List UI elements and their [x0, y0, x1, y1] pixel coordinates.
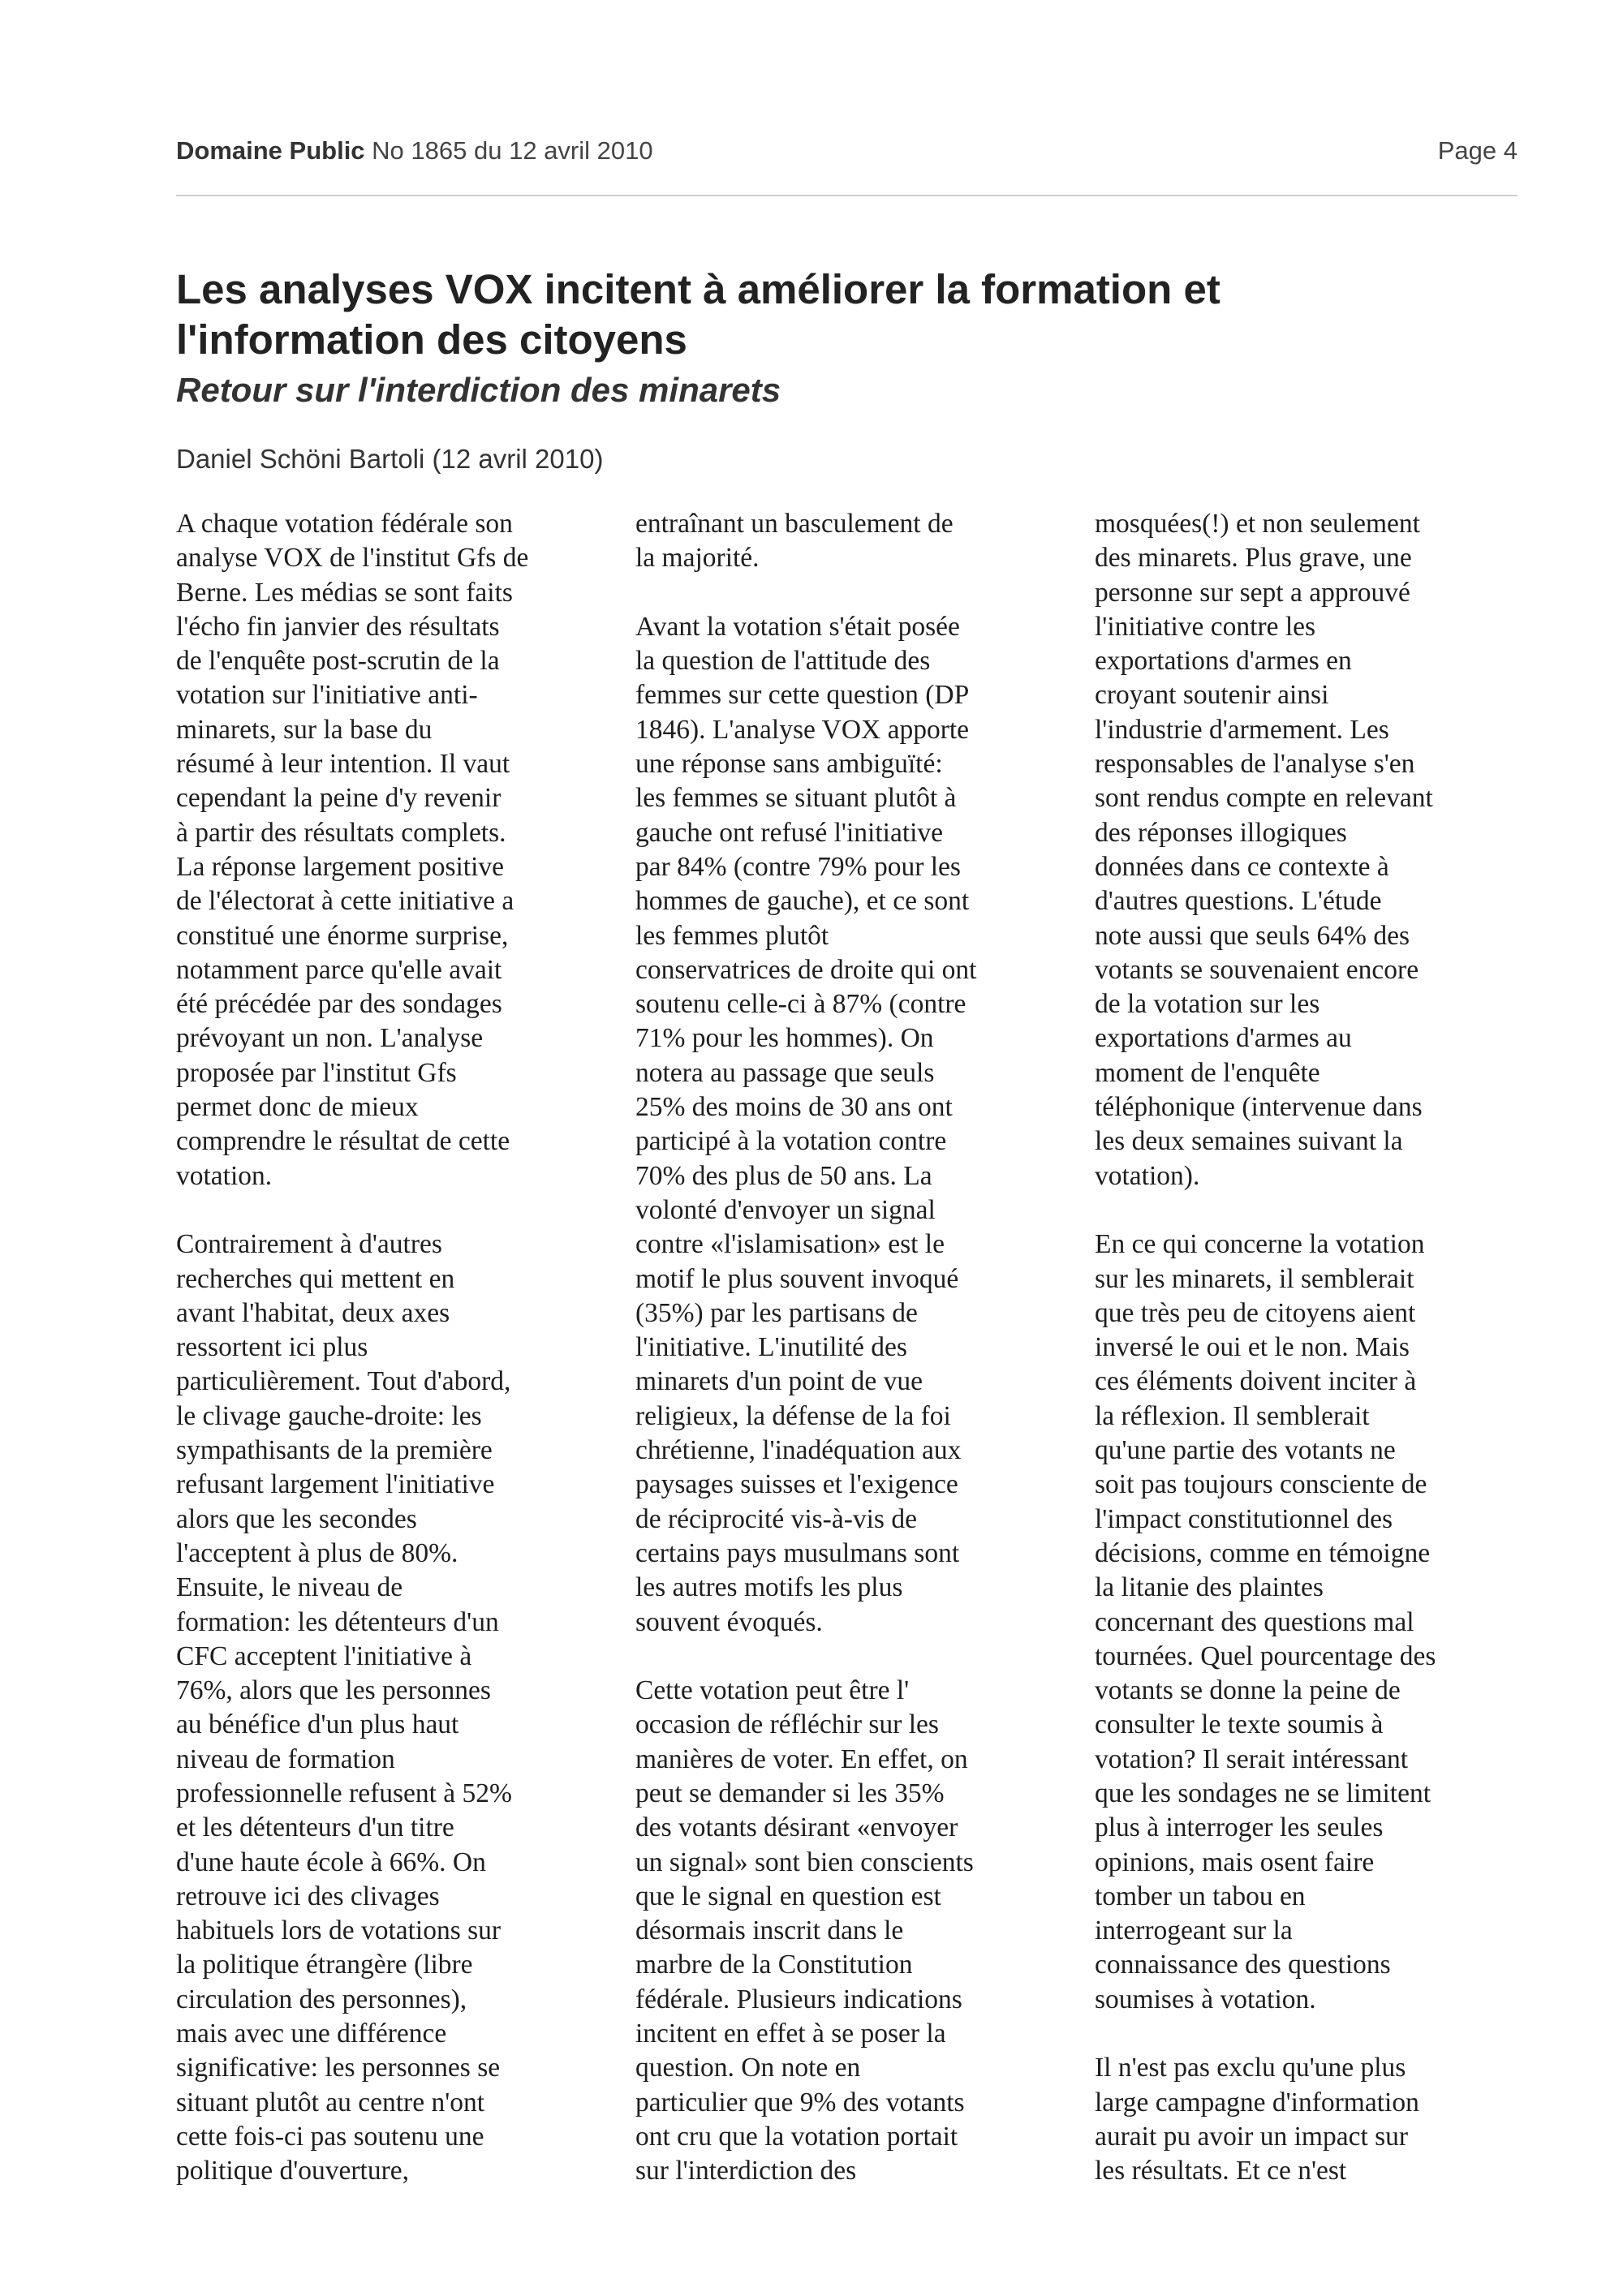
page-number: Page 4: [1437, 136, 1518, 165]
issue-info: No 1865 du 12 avril 2010: [372, 136, 653, 165]
text-line: qu'une partie des votants ne: [1095, 1435, 1396, 1466]
text-line: paysages suisses et l'exigence: [635, 1469, 958, 1500]
text-line: professionnelle refusent à 52%: [176, 1778, 512, 1808]
text-line: notera au passage que seuls: [635, 1057, 935, 1088]
text-line: tomber un tabou en: [1095, 1881, 1306, 1911]
text-line: votants se souvenaient encore: [1095, 954, 1419, 985]
text-line: données dans ce contexte à: [1095, 851, 1389, 882]
paragraph: [635, 610, 1074, 1640]
paragraph: [635, 507, 1074, 576]
text-line: au bénéfice d'un plus haut: [176, 1709, 459, 1740]
text-line: manières de voter. En effet, on: [635, 1743, 968, 1774]
text-line: note aussi que seuls 64% des: [1095, 920, 1410, 951]
text-line: de la votation sur les: [1095, 989, 1320, 1020]
text-line: hommes de gauche), et ce sont: [635, 886, 970, 917]
title-line: l'information des citoyens: [176, 316, 687, 363]
text-line: par 84% (contre 79% pour les: [635, 851, 961, 882]
text-line: votation).: [1095, 1160, 1200, 1191]
publication-name: Domaine Public: [176, 136, 365, 165]
text-line: connaissance des questions: [1095, 1950, 1391, 1980]
text-line: des réponses illogiques: [1095, 817, 1347, 848]
text-line: des votants désirant «envoyer: [635, 1812, 958, 1843]
text-line: A chaque votation fédérale son: [176, 509, 513, 539]
text-line: 1846). L'analyse VOX apporte: [635, 714, 970, 745]
text-line: significative: les personnes se: [176, 2053, 501, 2083]
text-line: sur l'interdiction des: [635, 2156, 857, 2186]
text-line: l'impact constitutionnel des: [1095, 1503, 1393, 1534]
text-line: situant plutôt au centre n'ont: [176, 2087, 485, 2118]
text-line: volonté d'envoyer un signal: [635, 1194, 936, 1225]
text-line: désormais inscrit dans le: [635, 1915, 904, 1946]
text-line: mosquées(!) et non seulement: [1095, 509, 1420, 539]
text-line: à partir des résultats complets.: [176, 817, 506, 848]
text-line: croyant soutenir ainsi: [1095, 680, 1329, 711]
text-line: circulation des personnes),: [176, 1984, 467, 2014]
paragraph: [176, 507, 614, 1193]
text-line: Contrairement à d'autres: [176, 1229, 442, 1260]
text-line: l'acceptent à plus de 80%.: [176, 1537, 458, 1568]
text-line: inversé le oui et le non. Mais: [1095, 1332, 1410, 1363]
text-line: opinions, mais osent faire: [1095, 1847, 1375, 1877]
text-line: refusant largement l'initiative: [176, 1469, 495, 1500]
article-subtitle: Retour sur l'interdiction des minarets: [176, 371, 781, 409]
text-line: consulter le texte soumis à: [1095, 1709, 1384, 1740]
text-line: avant l'habitat, deux axes: [176, 1297, 450, 1328]
text-line: le clivage gauche-droite: les: [176, 1400, 482, 1431]
text-line: cette fois-ci pas soutenu une: [176, 2121, 484, 2152]
text-line: votation.: [176, 1160, 273, 1191]
text-column-1: [176, 507, 614, 2189]
text-line: soit pas toujours consciente de: [1095, 1469, 1427, 1500]
title-line: Les analyses VOX incitent à améliorer la formation et: [176, 266, 1220, 312]
text-line: proposée par l'institut Gfs: [176, 1057, 457, 1088]
text-line: question. On note en: [635, 2053, 861, 2083]
text-line: sont rendus compte en relevant: [1095, 783, 1433, 814]
text-line: niveau de formation: [176, 1743, 395, 1774]
text-line: et les détenteurs d'un titre: [176, 1812, 454, 1843]
paragraph: [176, 1228, 614, 2188]
text-line: sympathisants de la première: [176, 1435, 493, 1466]
text-line: notamment parce qu'elle avait: [176, 954, 502, 985]
text-line: En ce qui concerne la votation: [1095, 1229, 1425, 1260]
text-line: la politique étrangère (libre: [176, 1950, 473, 1980]
text-line: 71% pour les hommes). On: [635, 1023, 934, 1054]
text-line: une réponse sans ambiguïté:: [635, 749, 943, 780]
text-line: CFC acceptent l'initiative à: [176, 1640, 472, 1671]
text-line: La réponse largement positive: [176, 851, 505, 882]
text-line: particulièrement. Tout d'abord,: [176, 1366, 511, 1397]
text-line: l'industrie d'armement. Les: [1095, 714, 1389, 745]
text-line: décisions, comme en témoigne: [1095, 1537, 1431, 1568]
text-line: conservatrices de droite qui ont: [635, 954, 977, 985]
text-column-2: [635, 507, 1074, 2189]
text-column-3: [1095, 507, 1533, 2189]
header-divider: [176, 195, 1518, 196]
text-line: alors que les secondes: [176, 1503, 417, 1534]
text-line: Ensuite, le niveau de: [176, 1572, 403, 1603]
text-line: habituels lors de votations sur: [176, 1915, 502, 1946]
text-line: que très peu de citoyens aient: [1095, 1297, 1416, 1328]
text-line: ressortent ici plus: [176, 1332, 368, 1363]
text-line: religieux, la défense de la foi: [635, 1400, 951, 1431]
text-line: la question de l'attitude des: [635, 646, 931, 677]
text-line: votation sur l'initiative anti-: [176, 680, 478, 711]
text-line: aurait pu avoir un impact sur: [1095, 2121, 1409, 2152]
text-line: participé à la votation contre: [635, 1126, 947, 1157]
text-line: téléphonique (intervenue dans: [1095, 1092, 1423, 1123]
text-line: retrouve ici des clivages: [176, 1881, 440, 1911]
text-line: votants se donne la peine de: [1095, 1675, 1401, 1706]
text-line: femmes sur cette question (DP: [635, 680, 970, 711]
text-line: la réflexion. Il semblerait: [1095, 1400, 1370, 1431]
text-line: soutenu celle-ci à 87% (contre: [635, 989, 966, 1020]
text-line: sur les minarets, il semblerait: [1095, 1263, 1414, 1294]
text-line: la majorité.: [635, 543, 760, 574]
paragraph: [1095, 1228, 1533, 2017]
text-line: permet donc de mieux: [176, 1092, 419, 1123]
text-line: incitent en effet à se poser la: [635, 2019, 946, 2049]
text-line: politique d'ouverture,: [176, 2156, 409, 2186]
text-line: recherches qui mettent en: [176, 1263, 455, 1294]
text-line: ont cru que la votation portait: [635, 2121, 958, 2152]
text-line: particulier que 9% des votants: [635, 2087, 965, 2118]
text-line: minarets, sur la base du: [176, 714, 433, 745]
text-line: analyse VOX de l'institut Gfs de: [176, 543, 529, 574]
text-line: Berne. Les médias se sont faits: [176, 577, 513, 608]
text-line: tournées. Quel pourcentage des: [1095, 1640, 1436, 1671]
text-line: les femmes plutôt: [635, 920, 829, 951]
text-line: d'une haute école à 66%. On: [176, 1847, 486, 1877]
text-line: la litanie des plaintes: [1095, 1572, 1324, 1603]
text-line: certains pays musulmans sont: [635, 1537, 960, 1568]
text-line: constitué une énorme surprise,: [176, 920, 509, 951]
text-line: mais avec une différence: [176, 2019, 447, 2049]
text-line: de réciprocité vis-à-vis de: [635, 1503, 917, 1534]
text-line: votation? Il serait intéressant: [1095, 1743, 1409, 1774]
text-line: minarets d'un point de vue: [635, 1366, 923, 1397]
text-line: été précédée par des sondages: [176, 989, 502, 1020]
paragraph: [635, 1674, 1074, 2188]
text-line: responsables de l'analyse s'en: [1095, 749, 1415, 780]
text-line: exportations d'armes en: [1095, 646, 1352, 677]
text-line: contre «l'islamisation» est le: [635, 1229, 945, 1260]
text-line: résumé à leur intention. Il vaut: [176, 749, 510, 780]
text-line: peut se demander si les 35%: [635, 1778, 945, 1808]
text-line: concernant des questions mal: [1095, 1606, 1414, 1637]
text-line: soumises à votation.: [1095, 1984, 1316, 2014]
text-line: formation: les détenteurs d'un: [176, 1606, 499, 1637]
text-line: ces éléments doivent inciter à: [1095, 1366, 1417, 1397]
text-line: 76%, alors que les personnes: [176, 1675, 491, 1706]
text-line: personne sur sept a approuvé: [1095, 577, 1410, 608]
article-title: [176, 264, 1518, 365]
text-line: moment de l'enquête: [1095, 1057, 1320, 1088]
text-line: des minarets. Plus grave, une: [1095, 543, 1412, 574]
text-line: interrogeant sur la: [1095, 1915, 1293, 1946]
text-line: chrétienne, l'inadéquation aux: [635, 1435, 962, 1466]
text-line: fédérale. Plusieurs indications: [635, 1984, 962, 2014]
text-line: Cette votation peut être l': [635, 1675, 910, 1706]
text-line: que les sondages ne se limitent: [1095, 1778, 1431, 1808]
text-line: occasion de réfléchir sur les: [635, 1709, 939, 1740]
text-line: que le signal en question est: [635, 1881, 941, 1911]
text-line: les femmes se situant plutôt à: [635, 783, 957, 814]
article-byline: Daniel Schöni Bartoli (12 avril 2010): [176, 444, 604, 474]
text-line: entraînant un basculement de: [635, 509, 954, 539]
text-line: l'écho fin janvier des résultats: [176, 611, 500, 642]
text-line: Il n'est pas exclu qu'une plus: [1095, 2053, 1406, 2083]
paragraph: [1095, 2051, 1533, 2188]
text-line: plus à interroger les seules: [1095, 1812, 1384, 1843]
text-line: de l'enquête post-scrutin de la: [176, 646, 500, 677]
text-line: large campagne d'information: [1095, 2087, 1419, 2118]
text-line: cependant la peine d'y revenir: [176, 783, 502, 814]
text-line: l'initiative. L'inutilité des: [635, 1332, 907, 1363]
text-line: motif le plus souvent invoqué: [635, 1263, 959, 1294]
page-header: [176, 136, 1518, 169]
text-line: l'initiative contre les: [1095, 611, 1316, 642]
paragraph: [1095, 507, 1533, 1193]
text-line: d'autres questions. L'étude: [1095, 886, 1382, 917]
text-line: prévoyant un non. L'analyse: [176, 1023, 484, 1054]
text-line: (35%) par les partisans de: [635, 1297, 918, 1328]
text-line: exportations d'armes au: [1095, 1023, 1352, 1054]
header-publication-info: [176, 136, 653, 166]
text-line: gauche ont refusé l'initiative: [635, 817, 944, 848]
text-line: 25% des moins de 30 ans ont: [635, 1092, 953, 1123]
text-line: 70% des plus de 50 ans. La: [635, 1160, 932, 1191]
text-line: marbre de la Constitution: [635, 1950, 913, 1980]
text-line: souvent évoqués.: [635, 1606, 823, 1637]
text-line: comprendre le résultat de cette: [176, 1126, 510, 1157]
text-line: les résultats. Et ce n'est: [1095, 2156, 1347, 2186]
text-line: les autres motifs les plus: [635, 1572, 903, 1603]
text-line: un signal» sont bien conscients: [635, 1847, 974, 1877]
text-line: Avant la votation s'était posée: [635, 611, 960, 642]
text-line: les deux semaines suivant la: [1095, 1126, 1403, 1157]
text-line: de l'électorat à cette initiative a: [176, 886, 514, 917]
